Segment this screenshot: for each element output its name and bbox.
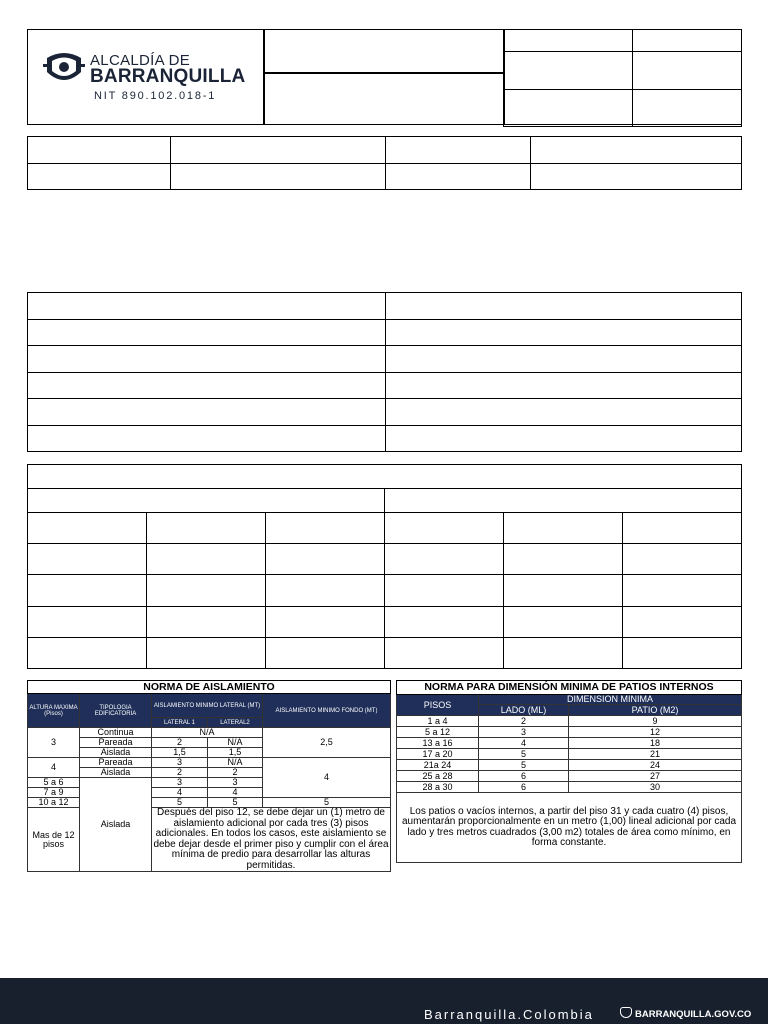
value-cell: N/A [152, 728, 263, 738]
header-divider-v1 [263, 29, 265, 125]
field-cell[interactable] [28, 319, 386, 346]
value-cell: 5 [152, 798, 208, 808]
col-pisos: PISOS [397, 695, 479, 716]
field-cell[interactable] [385, 544, 504, 575]
pisos-cell: 21a 24 [397, 760, 479, 771]
field-cell[interactable] [28, 137, 171, 164]
logo-line1: ALCALDÍA DE [90, 52, 191, 69]
value-cell: 5 [208, 798, 263, 808]
field-cell[interactable] [147, 637, 266, 668]
field-cell[interactable] [28, 606, 147, 637]
pisos-cell: 5 a 12 [397, 727, 479, 738]
logo [28, 30, 264, 124]
field-cell[interactable] [386, 425, 742, 452]
field-cell[interactable] [147, 606, 266, 637]
patio-cell: 12 [569, 727, 742, 738]
altura-cell: 3 [28, 728, 80, 758]
field-cell[interactable] [386, 319, 742, 346]
field-cell[interactable] [504, 544, 623, 575]
value-cell: 3 [208, 778, 263, 788]
section-header-cell[interactable] [28, 465, 742, 489]
patio-cell: 30 [569, 782, 742, 793]
field-cell[interactable] [623, 575, 742, 606]
fondo-cell: 2,5 [263, 728, 391, 758]
pisos-cell: 28 a 30 [397, 782, 479, 793]
sub-lateral1: LATERAL 1 [152, 718, 208, 728]
tipologia-cell: Aislada [80, 778, 152, 872]
altura-cell: 10 a 12 [28, 798, 80, 808]
footer-website[interactable] [620, 1007, 751, 1020]
field-cell[interactable] [385, 637, 504, 668]
col-lateral: AISLAMIENTO MINIMO LATERAL (MT) [152, 694, 263, 718]
altura-cell: 7 a 9 [28, 788, 80, 798]
field-cell[interactable] [385, 606, 504, 637]
field-cell[interactable] [147, 575, 266, 606]
footer-website-label: BARRANQUILLA.GOV.CO [635, 1009, 752, 1020]
patios-note: Los patios o vacíos internos, a partir del piso 31 y cada cuatro (4) pisos, aumentarán proporcionalmente en un metro (1,00) lineal adicional por cada lado y tres metros cuadrados (3,00 m2) totales de área como mínimo, en forma constante. [397, 793, 742, 863]
field-cell[interactable] [531, 163, 742, 190]
col-altura: ALTURA MAXIMA (Pisos) [28, 694, 80, 728]
lado-cell: 3 [479, 727, 569, 738]
altura-cell: 4 [28, 758, 80, 778]
field-cell[interactable] [386, 293, 742, 320]
info-grid-3 [27, 464, 742, 669]
field-cell[interactable] [266, 637, 385, 668]
pisos-cell: 25 a 28 [397, 771, 479, 782]
tipologia-cell: Aislada [80, 748, 152, 758]
code-cell[interactable] [633, 30, 742, 52]
tipologia-cell: Aislada [80, 768, 152, 778]
footer-city: Barranquilla.Colombia [424, 1007, 594, 1022]
patio-cell: 18 [569, 738, 742, 749]
lado-cell: 5 [479, 749, 569, 760]
value-cell: 1,5 [152, 748, 208, 758]
pisos-cell: 13 a 16 [397, 738, 479, 749]
nit-number: NIT 890.102.018-1 [94, 90, 217, 102]
code-cell[interactable] [633, 52, 742, 89]
field-cell[interactable] [623, 513, 742, 544]
field-cell[interactable] [28, 346, 386, 373]
lado-cell: 5 [479, 760, 569, 771]
sub-lateral2: LATERAL2 [208, 718, 263, 728]
value-cell: 3 [152, 758, 208, 768]
tipologia-cell: Pareada [80, 758, 152, 768]
altura-cell: Mas de 12 pisos [28, 808, 80, 872]
value-cell: 3 [152, 778, 208, 788]
field-cell[interactable] [504, 606, 623, 637]
patio-cell: 27 [569, 771, 742, 782]
field-cell[interactable] [386, 163, 531, 190]
field-cell[interactable] [386, 372, 742, 399]
field-cell[interactable] [28, 425, 386, 452]
fondo-cell: 5 [263, 798, 391, 808]
field-cell[interactable] [28, 637, 147, 668]
field-cell[interactable] [28, 399, 386, 426]
code-cell[interactable] [504, 52, 633, 89]
pisos-cell: 17 a 20 [397, 749, 479, 760]
value-cell: N/A [208, 738, 263, 748]
tipologia-cell: Pareada [80, 738, 152, 748]
field-cell[interactable] [386, 399, 742, 426]
field-cell[interactable] [623, 637, 742, 668]
value-cell: 1,5 [208, 748, 263, 758]
patios-title: NORMA PARA DIMENSIÓN MINIMA DE PATIOS INTERNOS [397, 681, 742, 695]
field-cell[interactable] [171, 163, 386, 190]
logo-line2: BARRANQUILLA [90, 66, 246, 87]
field-cell[interactable] [386, 137, 531, 164]
field-cell[interactable] [266, 544, 385, 575]
city-seal-icon [43, 50, 85, 86]
lado-cell: 6 [479, 771, 569, 782]
field-cell[interactable] [147, 544, 266, 575]
field-cell[interactable] [28, 575, 147, 606]
col-fondo: AISLAMIENTO MINIMO FONDO (MT) [263, 694, 391, 728]
value-cell: 4 [208, 788, 263, 798]
lado-cell: 2 [479, 716, 569, 727]
tipologia-cell: Continua [80, 728, 152, 738]
patio-cell: 21 [569, 749, 742, 760]
field-cell[interactable] [266, 575, 385, 606]
patio-cell: 24 [569, 760, 742, 771]
aislamiento-title: NORMA DE AISLAMIENTO [28, 681, 391, 694]
field-cell[interactable] [385, 513, 504, 544]
field-cell[interactable] [531, 137, 742, 164]
field-cell[interactable] [171, 137, 386, 164]
col-lado: LADO (ML) [479, 705, 569, 716]
aislamiento-note: Después del piso 12, se debe dejar un (1) metro de aislamiento adicional por cada tres (3) pisos adicionales. En todos los casos, este aislamiento se debe dejar desde el primer piso y cumplir con el área mínima de predio para desarrollar las alturas permitidas. [153, 807, 389, 871]
patios-table [396, 680, 742, 863]
field-cell[interactable] [266, 606, 385, 637]
value-cell: 2 [208, 768, 263, 778]
code-cell[interactable] [504, 30, 633, 52]
header-divider-h1 [263, 72, 503, 74]
code-cell[interactable] [633, 89, 742, 126]
aislamiento-table [27, 680, 391, 872]
seal-small-icon [620, 1007, 632, 1018]
col-tipologia: TIPOLOGIA EDIFICATORIA [80, 694, 152, 728]
col-patio: PATIO (M2) [569, 705, 742, 716]
field-cell[interactable] [147, 513, 266, 544]
patio-cell: 9 [569, 716, 742, 727]
field-cell[interactable] [28, 163, 171, 190]
value-cell: 2 [152, 768, 208, 778]
value-cell: 4 [152, 788, 208, 798]
field-cell[interactable] [28, 513, 147, 544]
value-cell: 2 [152, 738, 208, 748]
altura-cell: 5 a 6 [28, 778, 80, 788]
field-cell[interactable] [266, 513, 385, 544]
info-grid-2 [27, 292, 742, 452]
col-dimension: DIMENSION MINIMA [479, 695, 742, 705]
pisos-cell: 1 a 4 [397, 716, 479, 727]
fondo-cell: 4 [263, 758, 391, 798]
field-cell[interactable] [385, 575, 504, 606]
footer-bar [0, 978, 768, 1024]
field-cell[interactable] [386, 346, 742, 373]
field-cell[interactable] [504, 513, 623, 544]
field-cell[interactable] [28, 544, 147, 575]
lado-cell: 4 [479, 738, 569, 749]
info-grid-1 [27, 136, 742, 190]
lado-cell: 6 [479, 782, 569, 793]
code-cell[interactable] [504, 89, 633, 126]
field-cell[interactable] [504, 575, 623, 606]
field-cell[interactable] [385, 489, 742, 513]
field-cell[interactable] [28, 489, 385, 513]
field-cell[interactable] [28, 293, 386, 320]
header-code-grid [503, 29, 742, 127]
value-cell: N/A [208, 758, 263, 768]
field-cell[interactable] [504, 637, 623, 668]
field-cell[interactable] [28, 372, 386, 399]
field-cell[interactable] [623, 544, 742, 575]
field-cell[interactable] [623, 606, 742, 637]
